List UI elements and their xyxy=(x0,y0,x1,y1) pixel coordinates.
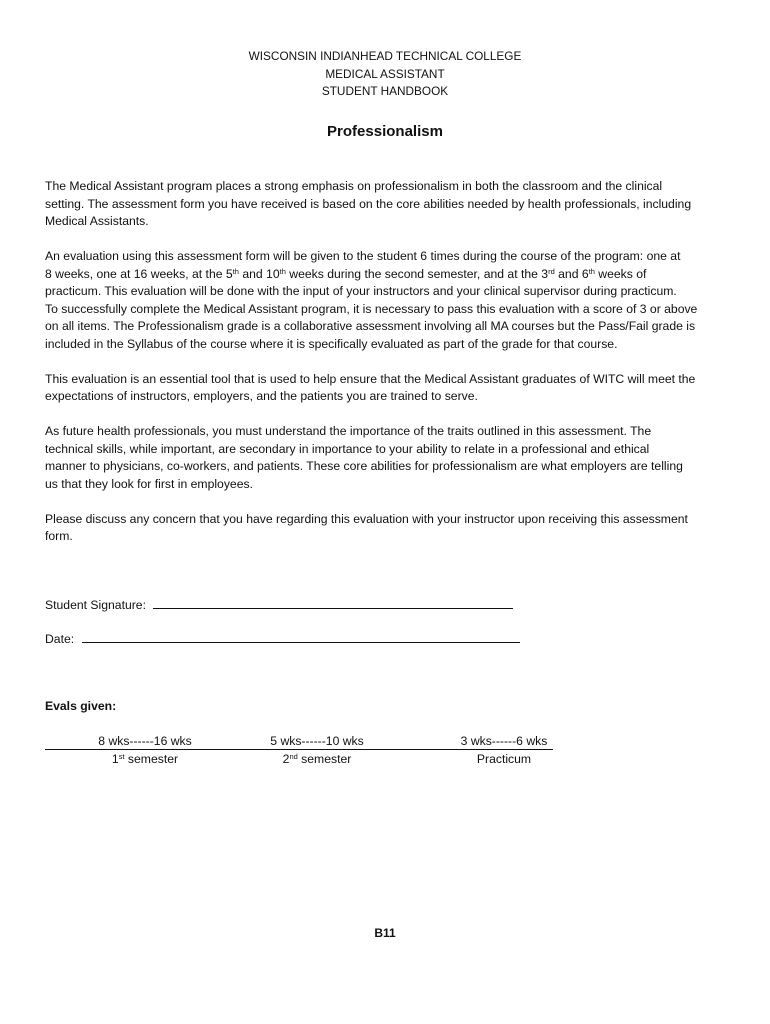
paragraph-purpose xyxy=(45,371,729,406)
evals-col1-period xyxy=(65,751,225,769)
paragraph-evaluation-schedule xyxy=(45,248,729,353)
text-line: To successfully complete the Medical Assistant program, it is necessary to pass this evaluation with a score of 3 or above xyxy=(45,301,698,316)
header-college: WISCONSIN INDIANHEAD TECHNICAL COLLEGE xyxy=(248,49,522,63)
superscript: th xyxy=(232,266,239,276)
text-segment: and 10 xyxy=(238,266,280,281)
text-line: This evaluation is an essential tool that is used to help ensure that the Medical Assistant graduates of WITC will meet the xyxy=(45,371,696,386)
text-segment: semester xyxy=(124,752,179,766)
text-segment: 2 xyxy=(282,752,290,766)
evals-weeks-row xyxy=(45,733,553,750)
superscript: th xyxy=(588,266,595,276)
superscript: st xyxy=(118,752,125,761)
text-segment: and 6 xyxy=(554,266,589,281)
student-signature-row xyxy=(45,595,513,615)
evals-col2-period xyxy=(237,751,397,769)
header-program: MEDICAL ASSISTANT xyxy=(325,66,445,81)
text-line: As future health professionals, you must understand the importance of the traits outlined in this assessment. The xyxy=(45,424,652,438)
evals-col3-period: Practicum xyxy=(476,752,532,766)
text-line: The Medical Assistant program places a strong emphasis on professionalism in both the classroom and the clinical xyxy=(45,179,663,193)
text-segment: 1 xyxy=(111,752,119,766)
evals-col2-weeks: 5 wks------10 wks xyxy=(270,734,364,748)
page-title: Professionalism xyxy=(327,123,443,140)
text-segment: weeks of xyxy=(594,266,647,281)
document-body xyxy=(45,178,729,563)
text-line: An evaluation using this assessment form will be given to the student 6 times during the course of the program: one at xyxy=(45,249,681,263)
evals-col3-weeks: 3 wks------6 wks xyxy=(460,734,548,748)
document-header xyxy=(0,48,770,101)
header-handbook: STUDENT HANDBOOK xyxy=(321,84,449,98)
text-segment: 8 weeks, one at 16 weeks, at the 5 xyxy=(45,266,233,281)
superscript: nd xyxy=(289,752,298,761)
page-number: B11 xyxy=(374,926,396,940)
date-row xyxy=(45,629,520,649)
text-line: Please discuss any concern that you have regarding this evaluation with your instructor upon receiving this assessment xyxy=(45,511,688,526)
date-label: Date: xyxy=(45,632,75,646)
superscript: th xyxy=(279,266,286,276)
text-line: manner to physicians, co-workers, and patients. These core abilities for professionalism are what employers are telling xyxy=(45,459,683,473)
paragraph-concerns xyxy=(45,511,729,546)
text-line xyxy=(45,266,729,284)
student-signature-label: Student Signature: xyxy=(45,598,146,612)
text-segment: weeks during the second semester, and at the 3 xyxy=(285,266,549,281)
text-line: on all items. The Professionalism grade is a collaborative assessment involving all MA courses but the Pass/Fail grade is xyxy=(45,319,696,333)
paragraph-importance xyxy=(45,423,729,493)
paragraph-intro xyxy=(45,178,729,231)
text-line: practicum. This evaluation will be done with the input of your instructors and your clinical supervisor during practicum. xyxy=(45,284,677,298)
text-line: form. xyxy=(45,529,73,543)
superscript: rd xyxy=(548,266,555,276)
student-signature-field[interactable] xyxy=(153,595,513,609)
text-line: Medical Assistants. xyxy=(45,214,149,228)
text-line: expectations of instructors, employers, and the patients you are trained to serve. xyxy=(45,389,478,403)
text-segment: semester xyxy=(297,752,352,766)
evals-col1-weeks: 8 wks------16 wks xyxy=(98,734,192,748)
evals-title: Evals given: xyxy=(45,699,117,713)
date-field[interactable] xyxy=(82,629,520,643)
text-line: us that they look for first in employees. xyxy=(45,476,253,491)
evals-period-row xyxy=(45,751,553,768)
text-line: technical skills, while important, are secondary in importance to your ability to relate in a professional and ethical xyxy=(45,441,650,456)
text-line: included in the Syllabus of the course where it is specifically evaluated as part of the grade for that course. xyxy=(45,336,618,351)
text-line: setting. The assessment form you have received is based on the core abilities needed by health professionals, including xyxy=(45,196,692,211)
